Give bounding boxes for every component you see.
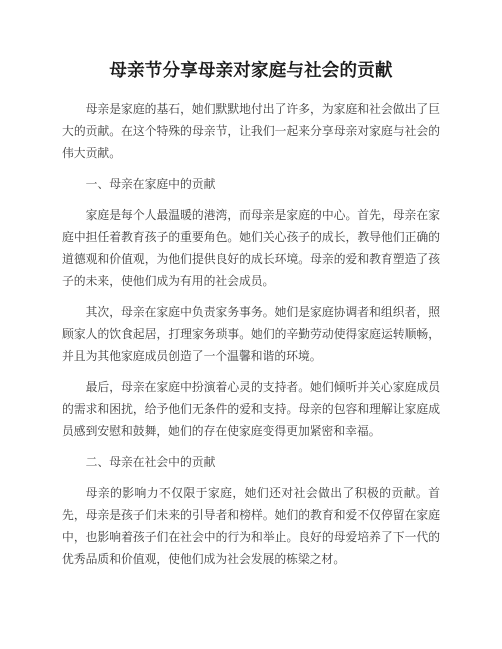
body-paragraph: 其次，母亲在家庭中负责家务事务。她们是家庭协调者和组织者，照顾家人的饮食起居，打理家务琐事。她们的辛勤劳动使得家庭运转顺畅，并且为其他家庭成员创造了一个温馨和谐的环境。 — [62, 305, 440, 363]
body-paragraph: 母亲的影响力不仅限于家庭，她们还对社会做出了积极的贡献。首先，母亲是孩子们未来的引导者和榜样。她们的教育和爱不仅停留在家庭中，也影响着孩子们在社会中的行为和举止。良好的母爱培养了下一代的优秀品质和价值观，使他们成为社会发展的栋梁之材。 — [62, 486, 440, 566]
section-heading-society: 二、母亲在社会中的贡献 — [85, 455, 216, 469]
body-paragraph: 家庭是每个人最温暖的港湾，而母亲是家庭的中心。首先，母亲在家庭中担任着教育孩子的重要角色。她们关心孩子的成长，教导他们正确的道德观和价值观，为他们提供良好的成长环境。母亲的爱和教育塑造了孩子的未来，使他们成为有用的社会成员。 — [62, 208, 440, 288]
document-title: 母亲节分享母亲对家庭与社会的贡献 — [109, 61, 393, 81]
section-heading-family: 一、母亲在家庭中的贡献 — [85, 177, 216, 191]
body-paragraph: 最后，母亲在家庭中扮演着心灵的支持者。她们倾听并关心家庭成员的需求和困扰，给予他们无条件的爱和支持。母亲的包容和理解让家庭成员感到安慰和鼓舞，她们的存在使家庭变得更加紧密和幸福。 — [62, 380, 440, 438]
intro-paragraph: 母亲是家庭的基石，她们默默地付出了许多，为家庭和社会做出了巨大的贡献。在这个特殊的母亲节，让我们一起来分享母亲对家庭与社会的伟大贡献。 — [62, 102, 440, 160]
